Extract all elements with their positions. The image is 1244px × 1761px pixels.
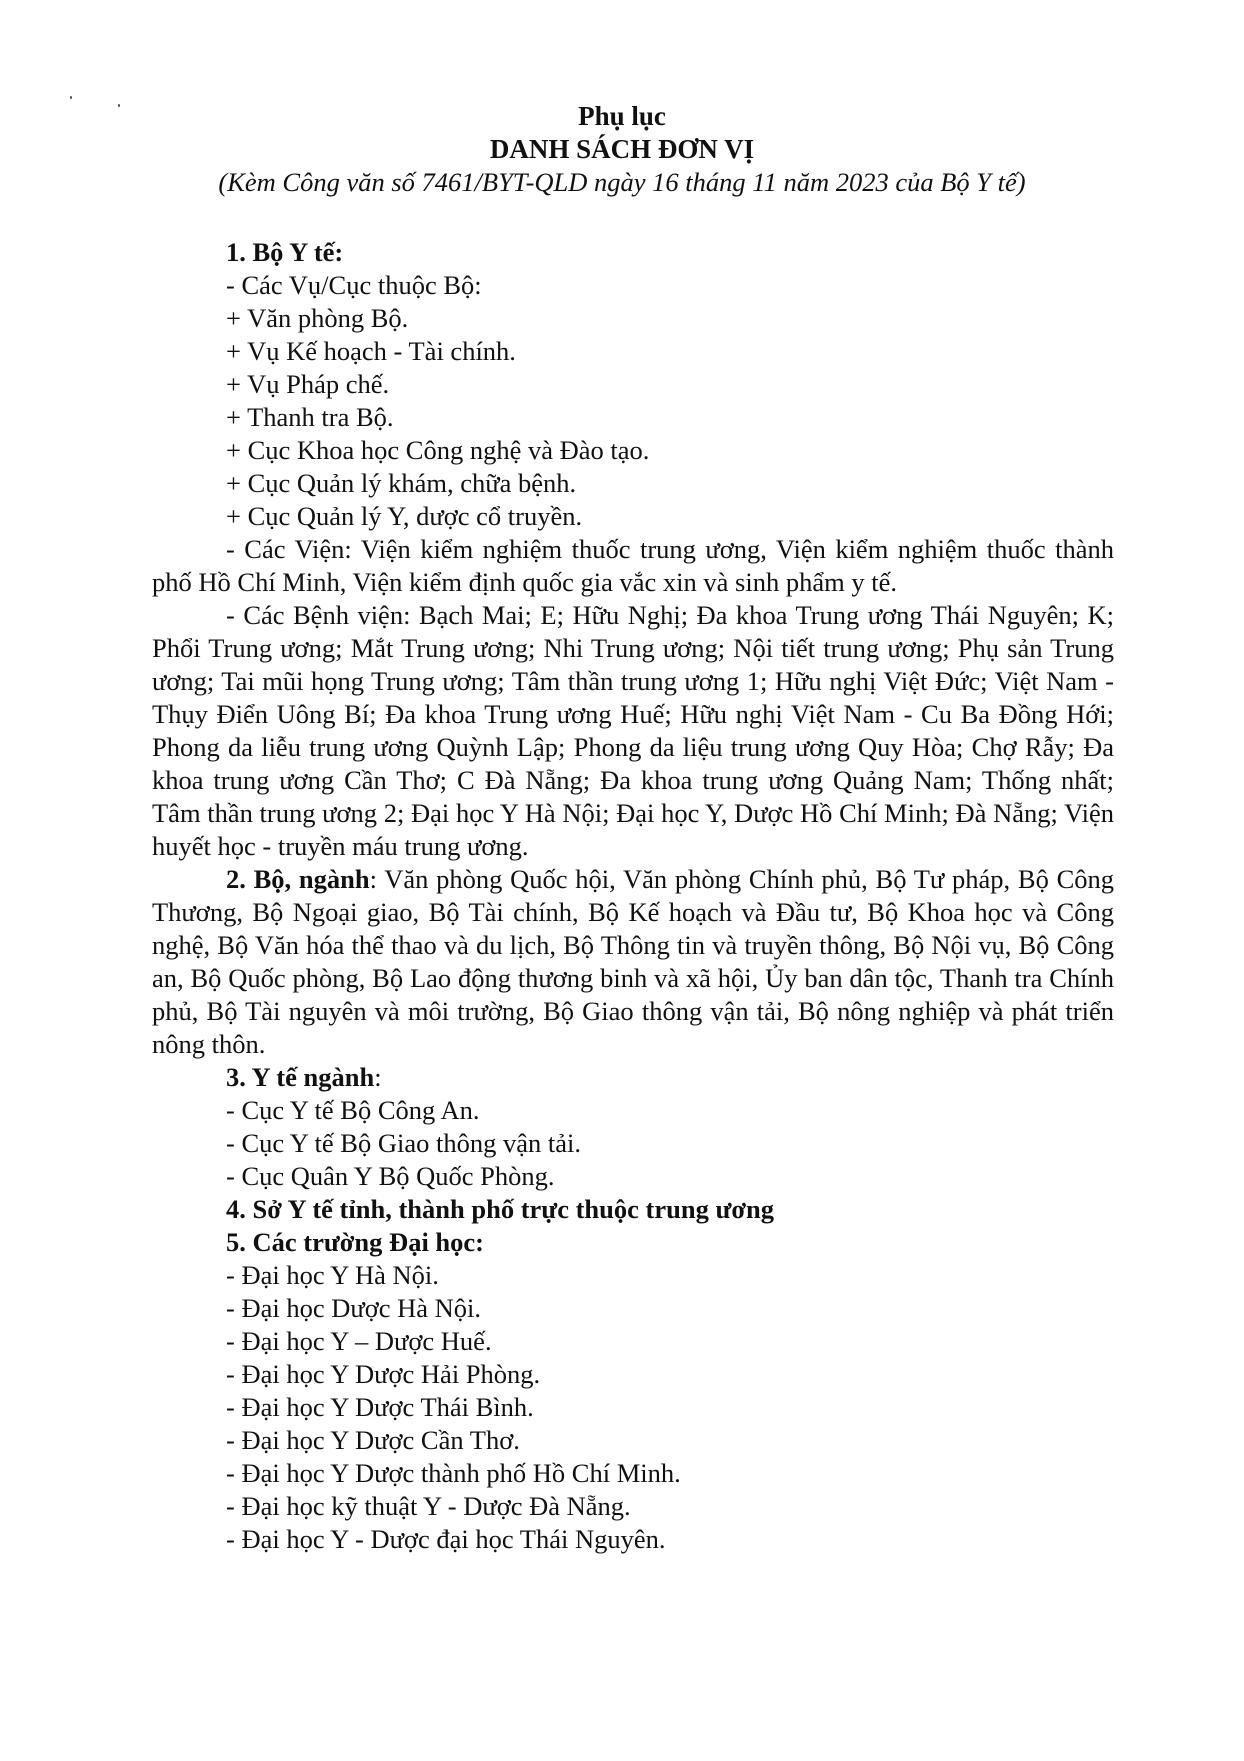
department-item: + Thanh tra Bộ. — [226, 402, 394, 432]
document-title: DANH SÁCH ĐƠN VỊ — [489, 134, 755, 164]
document-header — [0, 100, 1244, 199]
university-item: - Đại học Y Hà Nội. — [226, 1260, 439, 1290]
university-item: - Đại học Y – Dược Huế. — [226, 1326, 492, 1356]
list-item: - Cục Y tế Bộ Công An. — [226, 1095, 480, 1125]
departments-label: - Các Vụ/Cục thuộc Bộ: — [226, 270, 482, 300]
section-3-heading: 3. Y tế ngành — [226, 1062, 375, 1092]
list-item: - Cục Y tế Bộ Giao thông vận tải. — [226, 1128, 581, 1158]
university-item: - Đại học Y Dược Hải Phòng. — [226, 1359, 541, 1389]
section-3-colon: : — [374, 1062, 382, 1092]
list-item: - Cục Quân Y Bộ Quốc Phòng. — [226, 1161, 555, 1191]
section-4-heading: 4. Sở Y tế tỉnh, thành phố trực thuộc trung ương — [226, 1194, 775, 1224]
appendix-label: Phụ lục — [578, 101, 666, 131]
department-item: + Cục Quản lý khám, chữa bệnh. — [226, 468, 577, 498]
section-2-paragraph — [152, 863, 1114, 1061]
document-body — [152, 236, 1114, 1556]
document-subtitle: (Kèm Công văn số 7461/BYT-QLD ngày 16 tháng 11 năm 2023 của Bộ Y tế) — [218, 167, 1026, 197]
institutes-paragraph: - Các Viện: Viện kiểm nghiệm thuốc trung ương, Viện kiểm nghiệm thuốc thành phố Hồ Chí Minh, Viện kiểm định quốc gia vắc xin và sinh phẩm y tế. — [152, 534, 1114, 597]
university-item: - Đại học Y - Dược đại học Thái Nguyên. — [226, 1524, 666, 1554]
department-item: + Vụ Pháp chế. — [226, 369, 390, 399]
department-item: + Vụ Kế hoạch - Tài chính. — [226, 336, 516, 366]
university-item: - Đại học Y Dược thành phố Hồ Chí Minh. — [226, 1458, 681, 1488]
department-item: + Văn phòng Bộ. — [226, 303, 409, 333]
department-item: + Cục Khoa học Công nghệ và Đào tạo. — [226, 435, 650, 465]
university-item: - Đại học Y Dược Thái Bình. — [226, 1392, 534, 1422]
university-item: - Đại học Y Dược Cần Thơ. — [226, 1425, 520, 1455]
section-2-heading: 2. Bộ, ngành — [226, 864, 370, 894]
department-item: + Cục Quản lý Y, dược cổ truyền. — [226, 501, 583, 531]
scan-speck — [70, 96, 72, 99]
section-3-heading-line — [152, 1061, 1114, 1094]
hospitals-paragraph: - Các Bệnh viện: Bạch Mai; E; Hữu Nghị; Đa khoa Trung ương Thái Nguyên; K; Phổi Trung ương; Mắt Trung ương; Nhi Trung ương; Nội tiết trung ương; Phụ sản Trung ương; Tai mũi họng Trung ương; Tâm thần trung ương 1; Hữu nghị Việt Đức; Việt Nam - Thụy Điển Uông Bí; Đa khoa Trung ương Huế; Hữu nghị Việt Nam - Cu Ba Đồng Hới; Phong da liễu trung ương Quỳnh Lập; Phong da liệu trung ương Quy Hòa; Chợ Rẫy; Đa khoa trung ương Cần Thơ; C Đà Nẵng; Đa khoa trung ương Quảng Nam; Thống nhất; Tâm thần trung ương 2; Đại học Y Hà Nội; Đại học Y, Dược Hồ Chí Minh; Đà Nẵng; Viện huyết học - truyền máu trung ương. — [152, 600, 1114, 861]
section-1-heading: 1. Bộ Y tế: — [226, 237, 344, 267]
section-5-heading: 5. Các trường Đại học: — [226, 1227, 484, 1257]
university-item: - Đại học Dược Hà Nội. — [226, 1293, 482, 1323]
section-2-text: : Văn phòng Quốc hội, Văn phòng Chính phủ, Bộ Tư pháp, Bộ Công Thương, Bộ Ngoại giao, Bộ Tài chính, Bộ Kế hoạch và Đầu tư, Bộ Khoa học và Công nghệ, Bộ Văn hóa thể thao và du lịch, Bộ Thông tin và truyền thông, Bộ Nội vụ, Bộ Công an, Bộ Quốc phòng, Bộ Lao động thương binh và xã hội, Ủy ban dân tộc, Thanh tra Chính phủ, Bộ Tài nguyên và môi trường, Bộ Giao thông vận tải, Bộ nông nghiệp và phát triển nông thôn. — [152, 864, 1114, 1059]
university-item: - Đại học kỹ thuật Y - Dược Đà Nẵng. — [226, 1491, 631, 1521]
